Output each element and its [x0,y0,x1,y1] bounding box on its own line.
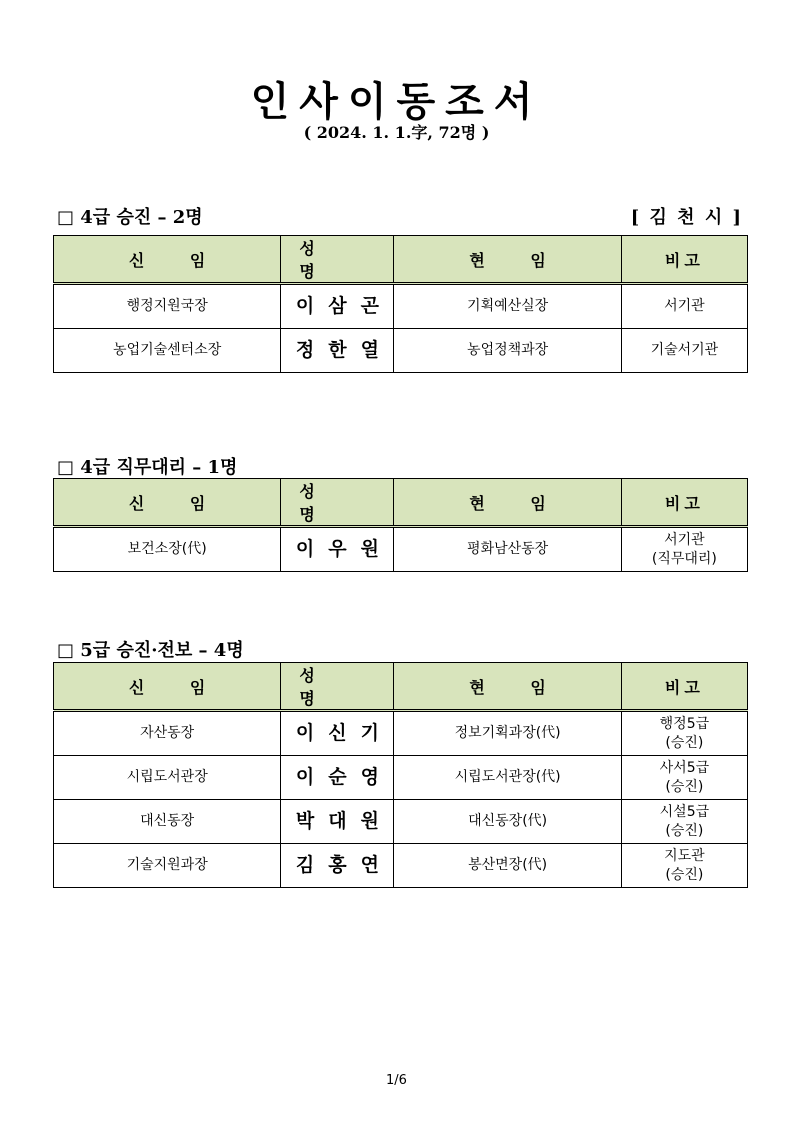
table-row [54,711,748,756]
table-header-row [54,663,748,711]
header-name: 성 명 [281,479,394,527]
header-current-post: 현 임 [394,479,621,527]
cell-new-post: 보건소장(代) [54,527,281,572]
cell-name: 이우원 [281,527,394,572]
table-header-row [54,479,748,527]
section-heading-5th-promotion-transfer: □ 5급 승진·전보 – 4명 [57,640,244,661]
header-current-post: 현 임 [394,663,621,711]
cell-current-post: 봉산면장(代) [394,844,621,888]
document-subtitle: ( 2024. 1. 1.字, 72명 ) [303,123,490,142]
table-row [54,844,748,888]
cell-remarks: 서기관 [621,284,747,329]
document-title: 인사이동조서 [250,79,543,125]
cell-current-post: 정보기획과장(代) [394,711,621,756]
header-remarks: 비고 [621,479,747,527]
cell-remarks: 기술서기관 [621,329,747,373]
table-header-row [54,236,748,284]
cell-remarks: 지도관 (승진) [621,844,747,888]
cell-current-post: 시립도서관장(代) [394,756,621,800]
cell-new-post: 농업기술센터소장 [54,329,281,373]
section-heading-4th-acting: □ 4급 직무대리 – 1명 [57,457,238,478]
cell-new-post: 시립도서관장 [54,756,281,800]
header-new-post: 신 임 [54,236,281,284]
header-remarks: 비고 [621,236,747,284]
cell-name: 이순영 [281,756,394,800]
cell-new-post: 기술지원과장 [54,844,281,888]
cell-remarks: 행정5급 (승진) [621,711,747,756]
section-heading-4th-promotion: □ 4급 승진 – 2명 [57,207,203,228]
cell-remarks: 서기관 (직무대리) [621,527,747,572]
header-name: 성 명 [281,236,394,284]
table-row [54,284,748,329]
table-row [54,329,748,373]
table-4th-acting [53,478,748,572]
table-5th-promotion-transfer [53,662,748,888]
cell-new-post: 행정지원국장 [54,284,281,329]
table-4th-promotion [53,235,748,373]
header-current-post: 현 임 [394,236,621,284]
cell-name: 이신기 [281,711,394,756]
table-row [54,527,748,572]
header-new-post: 신 임 [54,479,281,527]
cell-name: 김홍연 [281,844,394,888]
cell-name: 이삼곤 [281,284,394,329]
table-row [54,756,748,800]
cell-name: 정한열 [281,329,394,373]
cell-remarks: 시설5급 (승진) [621,800,747,844]
cell-new-post: 자산동장 [54,711,281,756]
table-row [54,800,748,844]
header-new-post: 신 임 [54,663,281,711]
header-remarks: 비고 [621,663,747,711]
cell-current-post: 기획예산실장 [394,284,621,329]
cell-current-post: 대신동장(代) [394,800,621,844]
cell-current-post: 농업정책과장 [394,329,621,373]
page-number: 1/6 [386,1073,407,1088]
cell-current-post: 평화남산동장 [394,527,621,572]
header-name: 성 명 [281,663,394,711]
cell-remarks: 사서5급 (승진) [621,756,747,800]
cell-new-post: 대신동장 [54,800,281,844]
cell-name: 박대원 [281,800,394,844]
region-label: [ 김 천 시 ] [630,207,743,228]
